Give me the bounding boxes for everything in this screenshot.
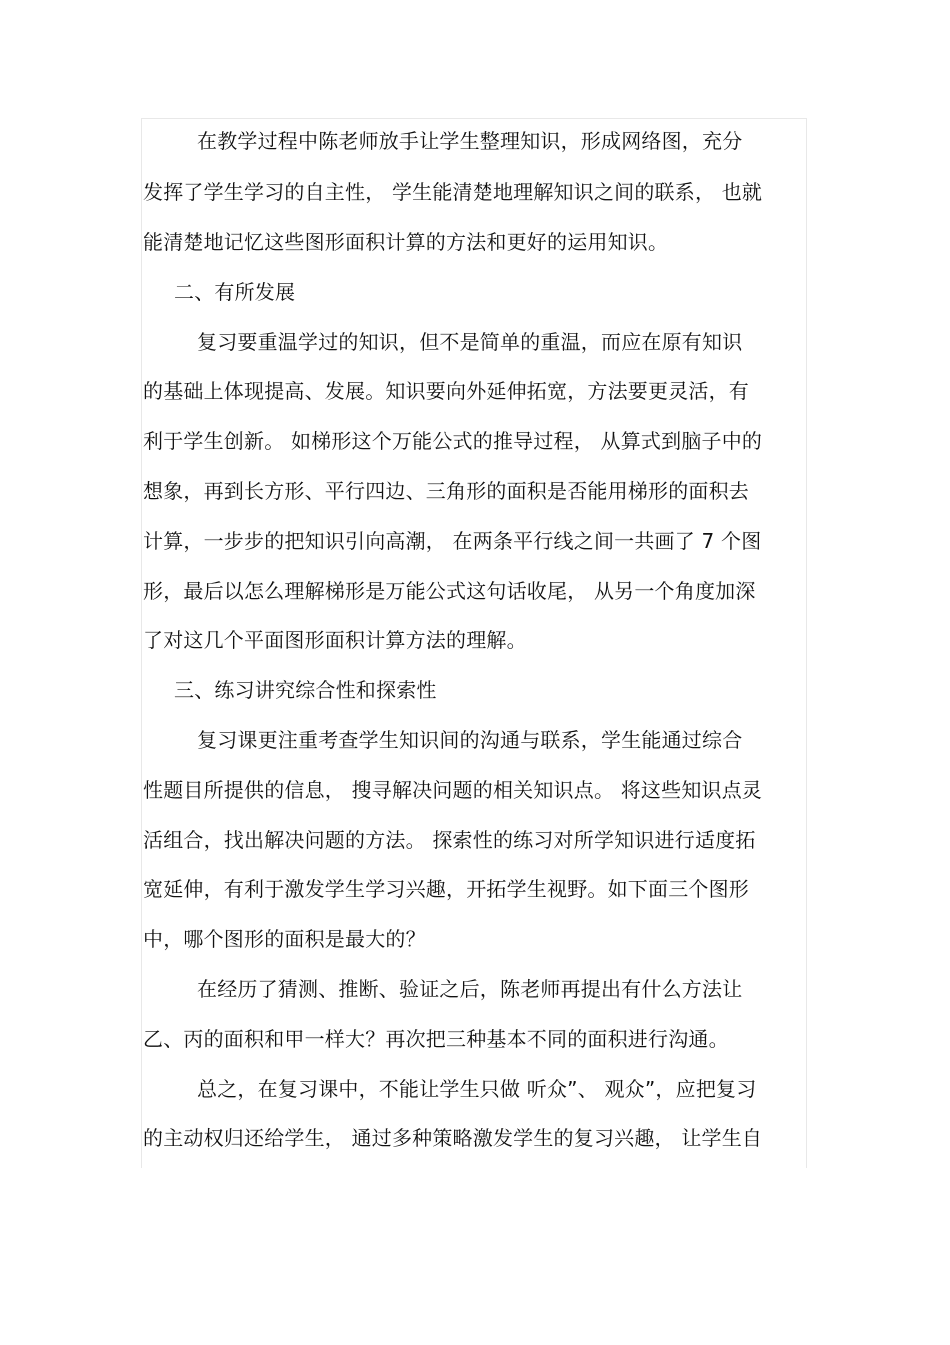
- text-line: 性题目所提供的信息， 搜寻解决问题的相关知识点。 将这些知识点灵: [143, 778, 763, 802]
- text-line: 复习要重温学过的知识，但不是简单的重温，而应在原有知识: [197, 330, 743, 354]
- text-line: 乙、丙的面积和甲一样大？再次把三种基本不同的面积进行沟通。: [143, 1027, 729, 1051]
- text-line: 的主动权归还给学生， 通过多种策略激发学生的复习兴趣， 让学生自: [143, 1126, 763, 1150]
- text-line: 活组合，找出解决问题的方法。 探索性的练习对所学知识进行适度拓: [143, 828, 756, 852]
- text-line: 了对这几个平面图形面积计算方法的理解。: [143, 628, 527, 652]
- text-line: 发挥了学生学习的自主性， 学生能清楚地理解知识之间的联系， 也就: [143, 180, 763, 204]
- text-line: 能清楚地记忆这些图形面积计算的方法和更好的运用知识。: [143, 230, 669, 254]
- text-line: 在教学过程中陈老师放手让学生整理知识，形成网络图，充分: [197, 129, 743, 153]
- text-line: 中，哪个图形的面积是最大的？: [143, 927, 426, 951]
- text-line: 在经历了猜测、推断、验证之后，陈老师再提出有什么方法让: [197, 977, 743, 1001]
- section-heading: 二、有所发展: [174, 280, 296, 304]
- text-line: 宽延伸，有利于激发学生学习兴趣，开拓学生视野。如下面三个图形: [143, 877, 749, 901]
- text-line: 复习课更注重考查学生知识间的沟通与联系，学生能通过综合: [197, 728, 743, 752]
- text-line: 想象，再到长方形、平行四边、三角形的面积是否能用梯形的面积去: [143, 479, 749, 503]
- text-line: 总之，在复习课中，不能让学生只做 听众”、 观众”，应把复习: [197, 1077, 757, 1101]
- text-line: 计算，一步步的把知识引向高潮， 在两条平行线之间一共画了 7 个图: [143, 529, 762, 553]
- text-line: 形，最后以怎么理解梯形是万能公式这句话收尾， 从另一个角度加深: [143, 579, 756, 603]
- text-line: 利于学生创新。 如梯形这个万能公式的推导过程， 从算式到脑子中的: [143, 429, 763, 453]
- section-heading: 三、练习讲究综合性和探索性: [174, 678, 437, 702]
- text-line: 的基础上体现提高、发展。知识要向外延伸拓宽，方法要更灵活，有: [143, 379, 749, 403]
